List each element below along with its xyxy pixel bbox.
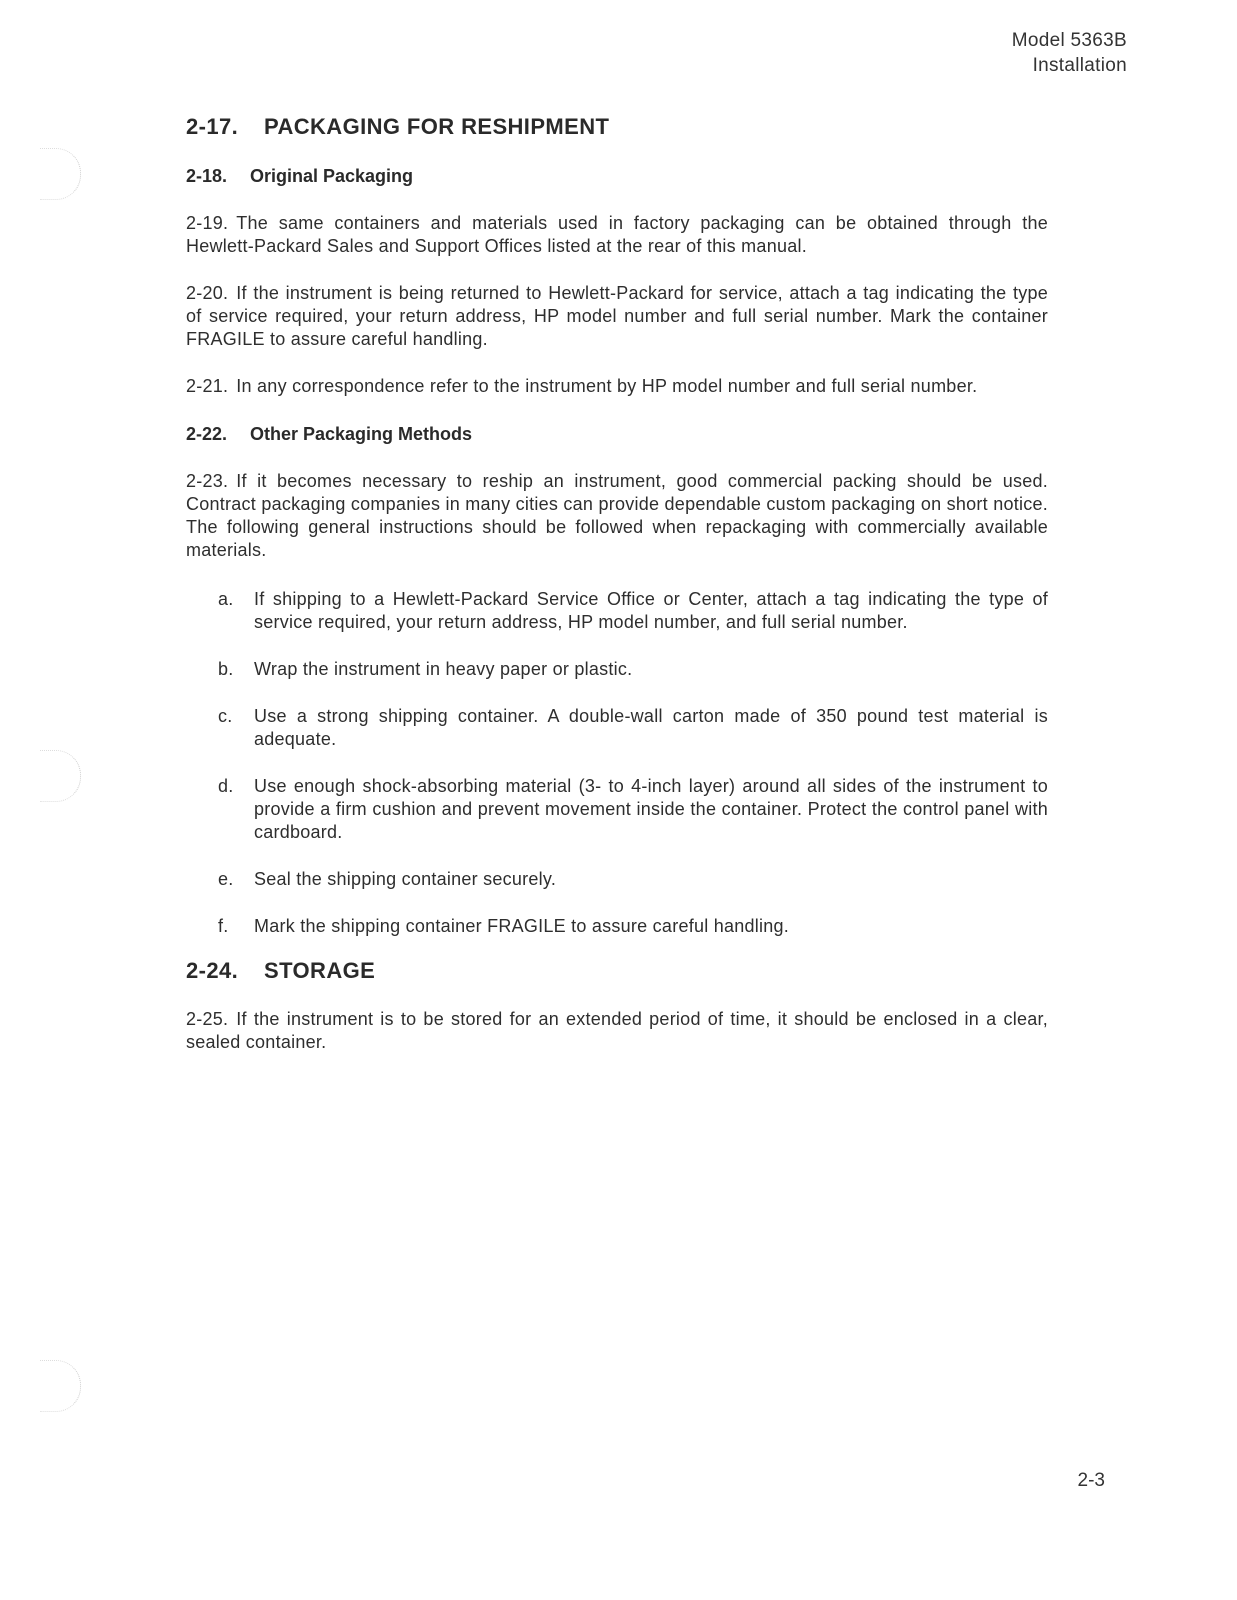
paragraph-number: 2-19.	[186, 213, 229, 233]
list-item	[186, 658, 1048, 681]
list-item	[186, 775, 1048, 844]
paragraph-2-20	[186, 282, 1048, 351]
subheading-original-packaging	[186, 164, 1048, 188]
paragraph-number: 2-20.	[186, 283, 229, 303]
section-title: STORAGE	[264, 958, 376, 983]
section-title: PACKAGING FOR RESHIPMENT	[264, 114, 610, 139]
binder-hole-mark	[40, 148, 81, 200]
header-model: Model 5363B	[1011, 30, 1127, 51]
list-item-text: Use enough shock-absorbing material (3- to 4-inch layer) around all sides of the instrument to provide a firm cushion and prevent movement inside the container. Protect the control panel with cardboard.	[254, 776, 1048, 842]
paragraph-number: 2-25.	[186, 1009, 229, 1029]
subheading-number: 2-22.	[186, 424, 228, 444]
list-item-letter: d.	[218, 776, 234, 796]
section-number: 2-24.	[186, 958, 239, 983]
page-body	[186, 112, 1048, 1054]
list-item-text: If shipping to a Hewlett-Packard Service Office or Center, attach a tag indicating the type of service required, your return address, HP model number, and full serial number.	[254, 589, 1048, 632]
paragraph-text: If the instrument is to be stored for an extended period of time, it should be enclosed in a clear, sealed container.	[186, 1009, 1048, 1052]
subheading-title: Other Packaging Methods	[250, 424, 473, 444]
subheading-title: Original Packaging	[250, 166, 414, 186]
header-section: Installation	[1032, 55, 1127, 76]
subheading-number: 2-18.	[186, 166, 228, 186]
list-item-text: Mark the shipping container FRAGILE to assure careful handling.	[254, 916, 790, 936]
paragraph-2-21	[186, 375, 1048, 398]
paragraph-text: If the instrument is being returned to Hewlett-Packard for service, attach a tag indicating the type of service required, your return address, HP model number and full serial number. Mark the container FRAGILE to assure careful handling.	[186, 283, 1048, 349]
binder-hole-mark	[40, 1360, 81, 1412]
running-header	[1012, 28, 1127, 78]
list-item	[186, 915, 1048, 938]
packaging-instructions-list	[186, 588, 1048, 938]
paragraph-text: If it becomes necessary to reship an instrument, good commercial packing should be used. Contract packaging companies in many cities can provide dependable custom packaging on short notice. The following general instructions should be followed when repackaging with commercially available materials.	[186, 471, 1048, 560]
list-item-letter: a.	[218, 589, 234, 609]
paragraph-2-19	[186, 212, 1048, 258]
paragraph-2-25	[186, 1008, 1048, 1054]
list-item	[186, 868, 1048, 891]
list-item	[186, 588, 1048, 634]
paragraph-text: In any correspondence refer to the instrument by HP model number and full serial number.	[236, 376, 978, 396]
paragraph-number: 2-21.	[186, 376, 229, 396]
section-heading-storage	[186, 956, 1048, 986]
list-item-letter: e.	[218, 869, 234, 889]
page-number: 2-3	[1077, 1470, 1105, 1491]
list-item-letter: f.	[218, 916, 229, 936]
list-item-text: Use a strong shipping container. A double-wall carton made of 350 pound test material is adequate.	[254, 706, 1048, 749]
list-item-text: Seal the shipping container securely.	[254, 869, 557, 889]
section-heading-packaging-for-reshipment	[186, 112, 1048, 142]
list-item-text: Wrap the instrument in heavy paper or plastic.	[254, 659, 633, 679]
paragraph-2-23	[186, 470, 1048, 562]
list-item-letter: c.	[218, 706, 233, 726]
paragraph-number: 2-23.	[186, 471, 229, 491]
section-number: 2-17.	[186, 114, 239, 139]
binder-hole-mark	[40, 750, 81, 802]
list-item	[186, 705, 1048, 751]
list-item-letter: b.	[218, 659, 234, 679]
paragraph-text: The same containers and materials used in factory packaging can be obtained through the Hewlett-Packard Sales and Support Offices listed at the rear of this manual.	[186, 213, 1048, 256]
subheading-other-packaging-methods	[186, 422, 1048, 446]
